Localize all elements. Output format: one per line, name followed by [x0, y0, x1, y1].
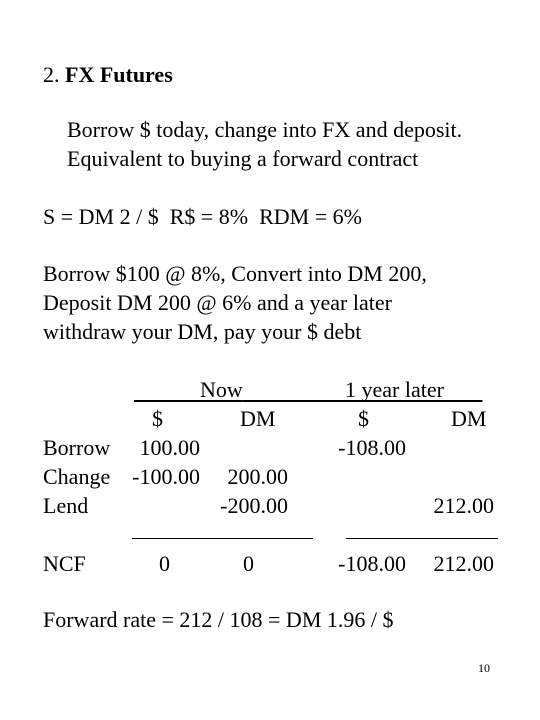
section-number: 2.	[43, 62, 60, 87]
example-line-1: Borrow $100 @ 8%, Convert into DM 200,	[43, 261, 427, 286]
forward-rate-result: Forward rate = 212 / 108 = DM 1.96 / $	[43, 607, 394, 632]
sum-rule-later	[346, 538, 498, 539]
now-usd-cell: -100.00	[132, 464, 200, 489]
example-line-2: Deposit DM 200 @ 6% and a year later	[43, 290, 392, 315]
intro-line-2: Equivalent to buying a forward contract	[67, 146, 419, 171]
col-later-dm: DM	[451, 406, 487, 431]
now-dm-cell: 200.00	[227, 464, 288, 489]
example-line-3: withdraw your DM, pay your $ debt	[43, 319, 362, 344]
col-now-usd: $	[152, 406, 163, 431]
intro-line-1: Borrow $ today, change into FX and deposit.	[67, 117, 463, 142]
total-label: NCF	[43, 551, 86, 576]
section-title: FX Futures	[65, 62, 173, 87]
total-now-usd: 0	[159, 551, 170, 576]
header-now-label: Now	[200, 377, 243, 402]
col-later-usd: $	[358, 406, 369, 431]
row-label: Change	[43, 464, 111, 489]
row-label: Lend	[43, 493, 89, 518]
now-dm-cell: -200.00	[220, 493, 288, 518]
now-usd-cell: 100.00	[139, 435, 200, 460]
col-now-dm: DM	[240, 406, 276, 431]
total-later-usd: -108.00	[338, 551, 406, 576]
assumptions-line: S = DM 2 / $ R$ = 8% RDM = 6%	[43, 204, 362, 229]
header-later	[345, 378, 482, 402]
row-label: Borrow	[43, 435, 111, 460]
header-now	[134, 378, 375, 402]
total-later-dm: 212.00	[433, 551, 494, 576]
section-heading	[43, 63, 173, 87]
header-later-label: 1 year later	[345, 377, 444, 402]
later-usd-cell: -108.00	[338, 435, 406, 460]
page-number: 10	[478, 661, 490, 675]
later-dm-cell: 212.00	[433, 493, 494, 518]
sum-rule-now	[132, 538, 313, 539]
total-now-dm: 0	[243, 551, 254, 576]
